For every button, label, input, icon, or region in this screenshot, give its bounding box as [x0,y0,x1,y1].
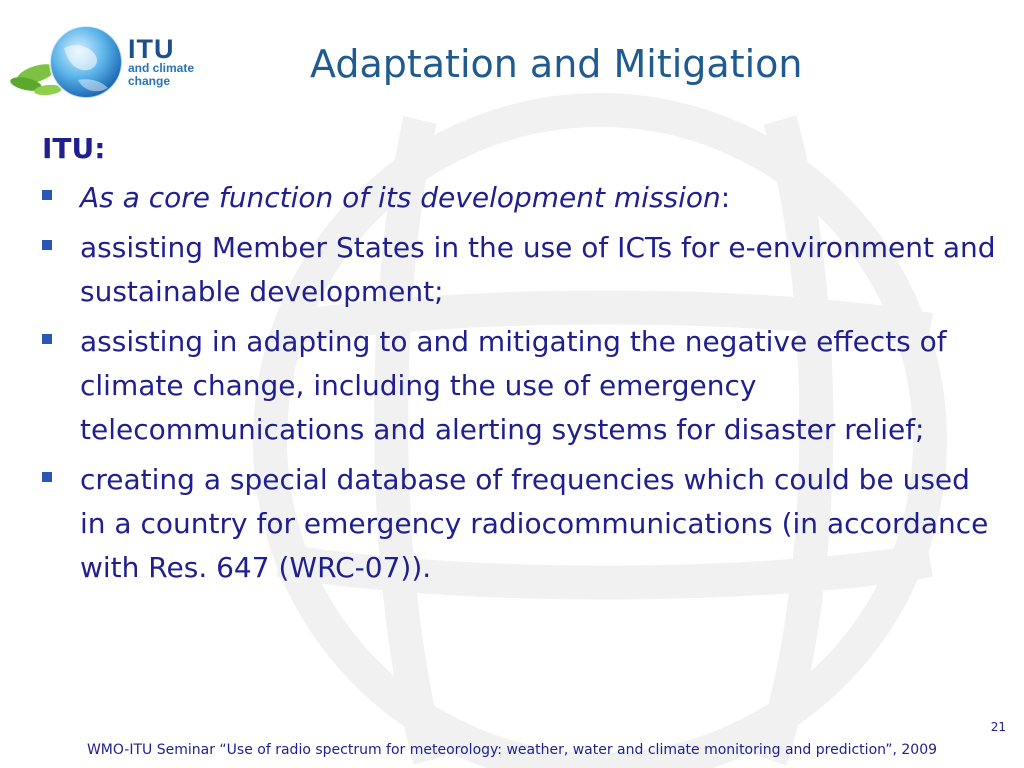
square-bullet-icon [42,472,52,482]
slide-title: Adaptation and Mitigation [310,42,803,86]
bullet-item [40,320,1000,452]
logo-subtitle-line1: and climate [128,61,195,75]
square-bullet-icon [42,334,52,344]
bullet-italic-text: As a core function of its development mission [80,181,721,214]
bullet-text: : [720,181,731,214]
bullet-item [40,226,1000,314]
itu-climate-logo [8,22,208,104]
slide-footer: WMO-ITU Seminar “Use of radio spectrum for meteorology: weather, water and climate monitoring and prediction”, 2009 [86,742,938,758]
slide-body [40,130,1000,596]
logo-wordmark [128,36,194,88]
square-bullet-icon [42,190,52,200]
section-heading: ITU: [42,132,106,165]
logo-itu-text: ITU [128,34,175,64]
bullet-list [40,176,1000,590]
bullet-item [40,176,1000,220]
logo-subtitle-line2: change [128,74,171,88]
bullet-text: assisting in adapting to and mitigating the negative effects of climate change, including the use of emergency telecommunications and alerting systems for disaster relief; [80,325,947,446]
bullet-text: creating a special database of frequencies which could be used in a country for emergency radiocommunications (in accordance with Res. 647 (WRC-07)). [80,463,989,584]
bullet-item [40,458,1000,590]
slide-number: 21 [990,720,1006,734]
globe-leaves-icon [8,22,133,104]
bullet-text: assisting Member States in the use of ICTs for e-environment and sustainable development; [80,231,996,308]
square-bullet-icon [42,240,52,250]
